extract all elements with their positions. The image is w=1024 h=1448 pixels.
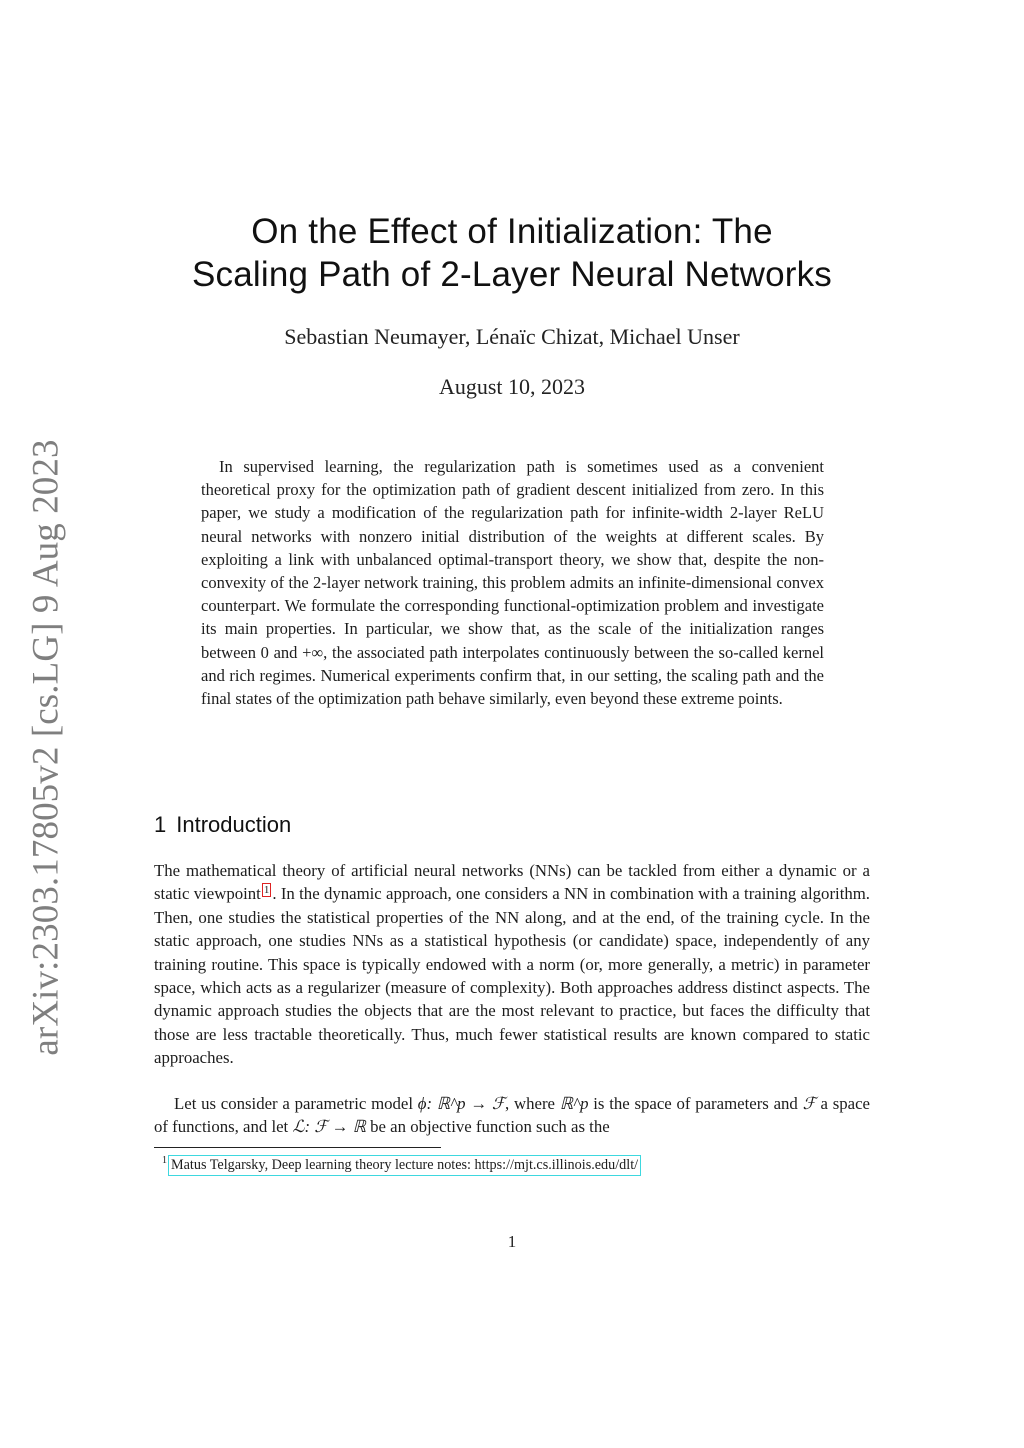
parameter-space-formula: ℝ^p — [559, 1094, 589, 1113]
abstract: In supervised learning, the regularization path is sometimes used as a convenient theoretical proxy for the optimization path of gradient descent initialized from zero. In this paper, we study a modification of the regularization path for infinite-width 2-layer ReLU neural networks with nonzero initial distribution of the weights at different scales. By exploiting a link with unbalanced optimal-transport theory, we show that, despite the non-convexity of the 2-layer network training, this problem admits an infinite-dimensional convex counterpart. We formulate the corresponding functional-optimization problem and investigate its main properties. In particular, we show that, as the scale of the initialization ranges between 0 and +∞, the associated path interpolates continuously between the so-called kernel and rich regimes. Numerical experiments confirm that, in our setting, the scaling path and the final states of the optimization path behave similarly, even beyond these extreme points. — [201, 457, 824, 709]
introduction-paragraph-1 — [154, 859, 870, 1070]
paragraph-2-text-part-3: is the space of parameters and — [588, 1094, 803, 1113]
footnote-reference-link[interactable]: 1 — [263, 883, 270, 896]
paper-title — [140, 210, 884, 296]
section-number: 1 — [154, 812, 167, 837]
footnote-link[interactable]: Matus Telgarsky, Deep learning theory lecture notes: https://mjt.cs.illinois.edu/dlt/ — [168, 1155, 641, 1176]
page-number: 1 — [507, 1232, 517, 1251]
model-map-formula: ϕ: ℝ^p → ℱ — [417, 1094, 506, 1113]
arxiv-stamp — [16, 438, 76, 1056]
section-heading-introduction — [154, 809, 654, 841]
title-line-1: On the Effect of Initialization: The — [251, 212, 773, 251]
section-title: Introduction — [176, 812, 292, 837]
paragraph-2-text-part-1: Let us consider a parametric model — [174, 1094, 418, 1113]
publication-date: August 10, 2023 — [438, 374, 586, 399]
paragraph-2-text-part-5: be an objective function such as the — [365, 1117, 610, 1137]
footnote — [162, 1151, 782, 1176]
paragraph-2-text-part-4: a space of functions, and let — [154, 1094, 870, 1137]
paragraph-1-text-start: The mathematical theory of artificial neural networks (NNs) can be tackled from either a dynamic or a static viewpoint — [154, 861, 870, 904]
introduction-paragraph-2 — [154, 1092, 870, 1139]
arxiv-stamp-text: arXiv:2303.17805v2 [cs.LG] 9 Aug 2023 — [25, 438, 67, 1056]
function-space-symbol: ℱ — [802, 1094, 816, 1113]
objective-map-formula: ℒ: ℱ → ℝ — [292, 1117, 366, 1137]
title-line-2: Scaling Path of 2-Layer Neural Networks — [191, 255, 833, 294]
paragraph-1-text-end: . In the dynamic approach, one considers a NN in combination with a training algorithm. Then, one studies the statistical properties of the NN along, and at the end, of the training cycle. In the static approach, one studies NNs as a statistical hypothesis (or candidate) space, independently of any training routine. This space is typically endowed with a norm (or, more generally, a metric) in parameter space, which acts as a regularizer (measure of complexity). Both approaches address distinct aspects. The dynamic approach studies the objects that are the most relevant to practice, but faces the difficulty that those are less tractable theoretically. Thus, much fewer statistical results are known compared to static approaches. — [154, 884, 870, 1068]
footnote-marker: 1 — [162, 1155, 167, 1166]
footnote-divider — [154, 1147, 441, 1148]
paragraph-2-text-part-2: , where — [505, 1094, 560, 1113]
author-list: Sebastian Neumayer, Lénaïc Chizat, Michael Unser — [284, 324, 740, 349]
